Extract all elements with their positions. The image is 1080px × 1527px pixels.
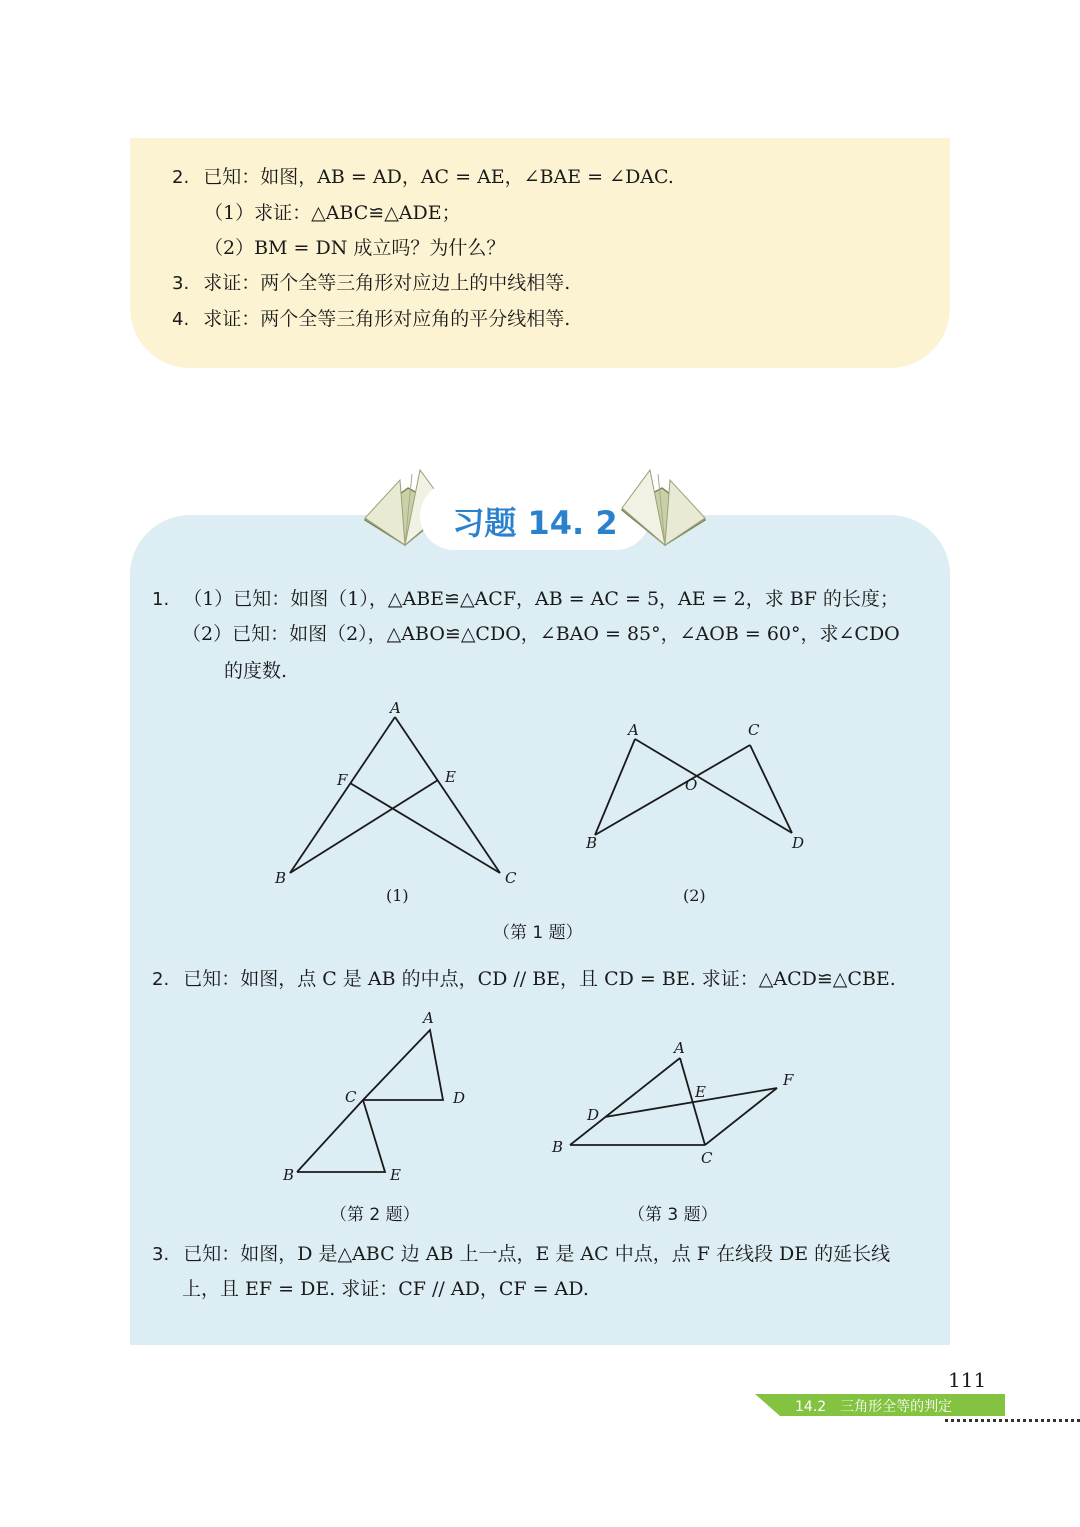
point-label-f: F: [783, 1071, 794, 1089]
point-label-a: A: [628, 721, 639, 739]
figure-3-caption: （第 3 题）: [628, 1205, 718, 1225]
point-label-a: A: [390, 699, 401, 717]
point-label-d: D: [792, 834, 805, 852]
footer-section-title: 14.2 三角形全等的判定: [795, 1399, 953, 1415]
point-label-e: E: [390, 1166, 401, 1184]
exercise-header: [360, 460, 720, 560]
point-label-e: E: [445, 768, 456, 786]
point-label-d: D: [453, 1089, 466, 1107]
open-book-right-icon: [615, 460, 710, 555]
figure-2: [275, 1005, 475, 1185]
figure-1-2: [580, 715, 810, 855]
point-label-d: D: [587, 1106, 600, 1124]
figure-3: [545, 1035, 815, 1170]
exercise-1-line-2: （2）已知：如图（2），△ABO≌△CDO，∠BAO = 85°，∠AOB = 60°，求∠CDO: [182, 623, 900, 645]
exercise-3-line-1: 3. 已知：如图，D 是△ABC 边 AB 上一点，E 是 AC 中点，点 F 在线段 DE 的延长线: [152, 1243, 891, 1265]
point-label-c: C: [748, 721, 760, 739]
point-label-c: C: [505, 869, 517, 887]
figure-1-2-label: (2): [683, 886, 706, 905]
figure-1-caption: （第 1 题）: [493, 923, 583, 943]
point-label-a: A: [423, 1009, 434, 1027]
practice-item-2: 2. 已知：如图，AB = AD，AC = AE，∠BAE = ∠DAC.: [172, 166, 674, 188]
footer-dotted-rule: [945, 1419, 1080, 1422]
exercise-3-line-2: 上，且 EF = DE. 求证：CF // AD，CF = AD.: [182, 1278, 589, 1300]
point-label-e: E: [695, 1083, 706, 1101]
practice-item-2-2: （2）BM = DN 成立吗？为什么？: [204, 237, 506, 259]
exercise-1-line-3: 的度数.: [224, 660, 288, 682]
practice-item-2-1: （1）求证：△ABC≌△ADE；: [204, 202, 461, 224]
point-label-c: C: [701, 1149, 713, 1167]
point-label-b: B: [552, 1138, 564, 1156]
point-label-b: B: [275, 869, 287, 887]
point-label-o: O: [685, 776, 698, 794]
practice-item-3: 3. 求证：两个全等三角形对应边上的中线相等.: [172, 272, 571, 294]
exercise-2: 2. 已知：如图，点 C 是 AB 的中点，CD // BE，且 CD = BE. 求证：△ACD≌△CBE.: [152, 968, 896, 990]
point-label-b: B: [586, 834, 598, 852]
figure-1-1: [260, 695, 530, 895]
figure-2-caption: （第 2 题）: [330, 1205, 420, 1225]
point-label-c: C: [345, 1088, 357, 1106]
point-label-f: F: [337, 771, 348, 789]
point-label-a: A: [674, 1039, 685, 1057]
figure-1-1-label: (1): [386, 886, 409, 905]
point-label-b: B: [283, 1166, 295, 1184]
exercise-title: 习题 14. 2: [452, 504, 618, 542]
practice-item-4: 4. 求证：两个全等三角形对应角的平分线相等.: [172, 308, 571, 330]
exercise-1-line-1: 1. （1）已知：如图（1），△ABE≌△ACF，AB = AC = 5，AE = 2，求 BF 的长度；: [152, 588, 899, 610]
page-number: 111: [948, 1368, 987, 1392]
